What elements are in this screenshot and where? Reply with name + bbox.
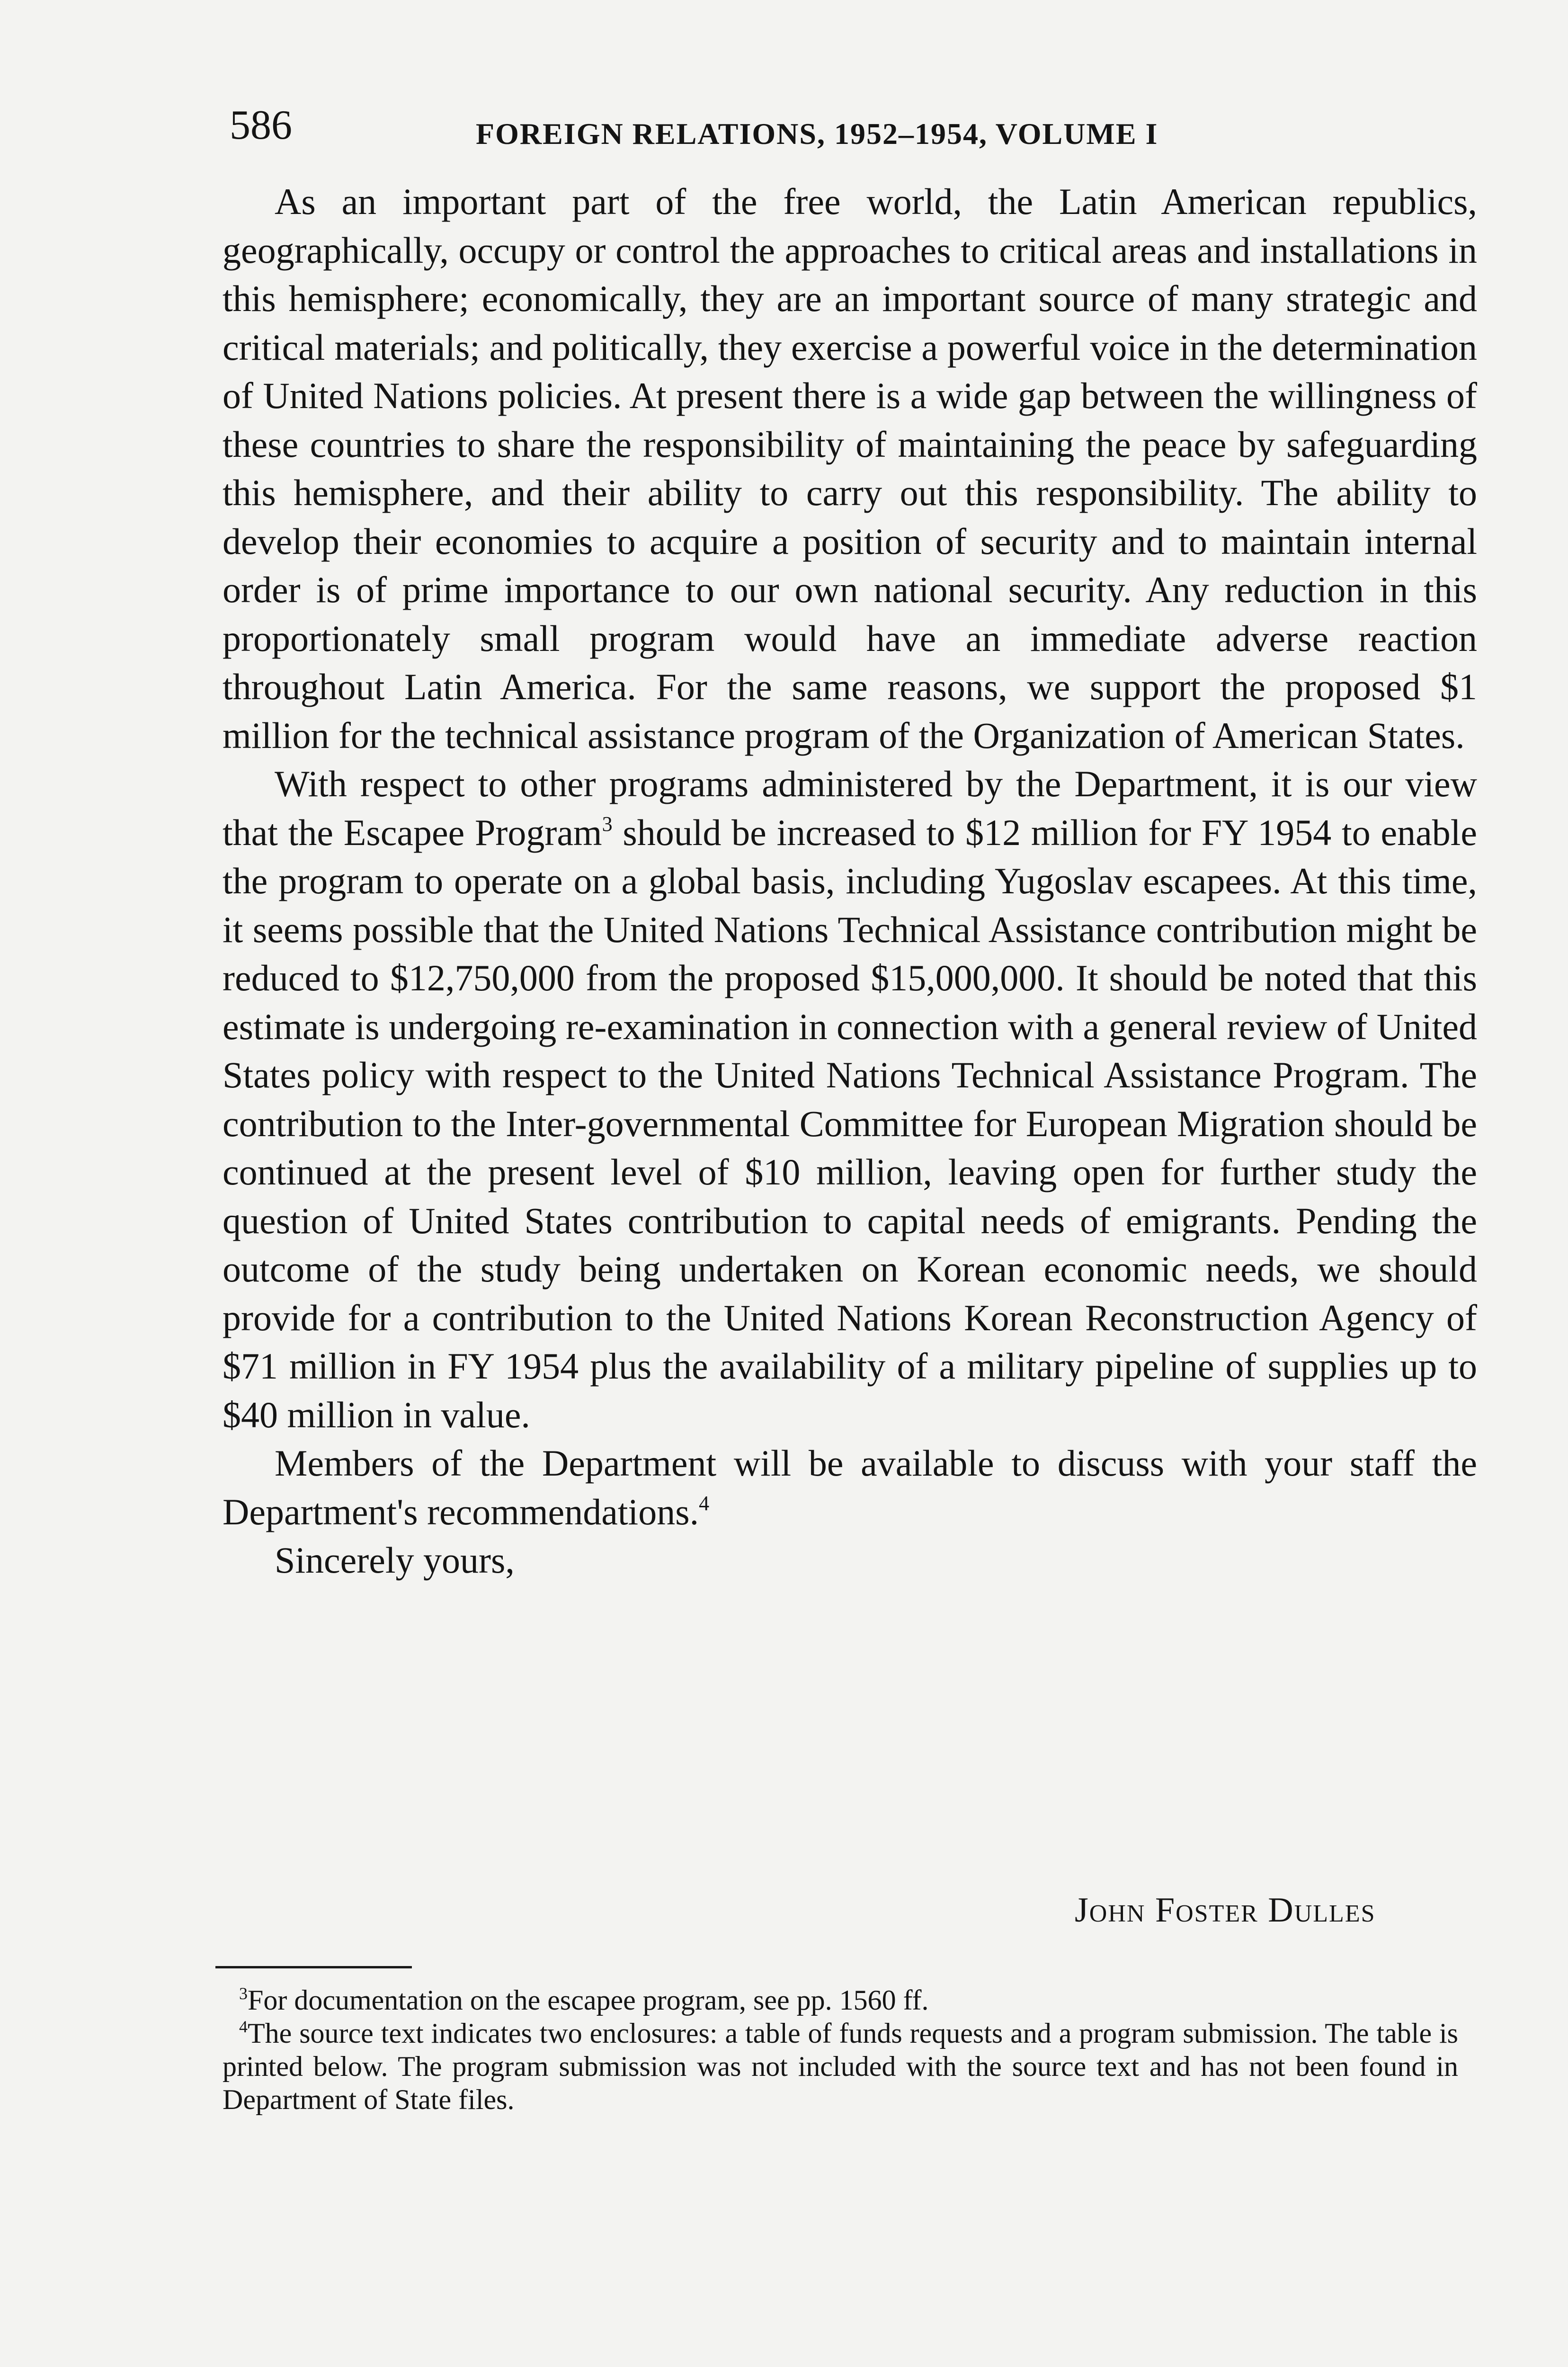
footnotes <box>223 1984 1458 2116</box>
signature: John Foster Dulles <box>1075 1891 1376 1930</box>
footnote-text: For documentation on the escapee program, see pp. 1560 ff. <box>248 1984 929 2016</box>
running-head: FOREIGN RELATIONS, 1952–1954, VOLUME I <box>476 117 1158 151</box>
paragraph-text: should be increased to $12 million for FY 1954 to enable the program to operate on a global basis, including Yugoslav escapees. At this time, it seems possible that the United Nations Technical Assistance contribution might be reduced to $12,750,000 from the proposed $15,000,000. It should be noted that this estimate is undergoing re-examination in connection with a general review of United States policy with respect to the United Nations Technical Assistance Program. The contribution to the Inter-governmental Committee for European Migration should be continued at the present level of $10 million, leaving open for further study the question of United States contribution to capital needs of emigrants. Pending the outcome of the study being undertaken on Korean economic needs, we should provide for a contribution to the United Nations Korean Reconstruction Agency of $71 million in FY 1954 plus the availability of a military pipeline of supplies up to $40 million in value. <box>223 811 1477 1435</box>
footnote-4 <box>223 2017 1458 2116</box>
paragraph-text: Members of the Department will be available to discuss with your staff the Department's recommendations. <box>223 1442 1477 1532</box>
footnote-ref-4: 4 <box>699 1491 710 1515</box>
closing-salutation: Sincerely yours, <box>275 1539 515 1581</box>
page-number: 586 <box>230 102 292 148</box>
paragraph-recommendations <box>223 1439 1477 1536</box>
footnote-marker: 4 <box>239 2017 248 2036</box>
footnote-marker: 3 <box>239 1984 248 2003</box>
paragraph-other-programs <box>223 760 1477 1439</box>
footnote-text: The source text indicates two enclosures: a table of funds requests and a program submission. The table is printed below. The program submission was not included with the source text and has not been found in Department of State files. <box>223 2018 1458 2115</box>
footnote-divider <box>215 1966 412 1968</box>
paragraph-text: With respect to other programs administered by the Department, it is our view that the Escapee Program <box>223 763 1477 853</box>
footnote-3 <box>223 1984 1458 2017</box>
footnote-ref-3: 3 <box>602 812 613 836</box>
page-header <box>230 99 1470 161</box>
paragraph-latin-america: As an important part of the free world, the Latin American republics, geographically, occupy or control the approaches to critical areas and installations in this hemisphere; economically, they are an important source of many strategic and critical materials; and politically, they exercise a powerful voice in the determination of United Nations policies. At present there is a wide gap between the willingness of these countries to share the responsibility of maintaining the peace by safeguarding this hemisphere, and their ability to carry out this responsibility. The ability to develop their economies to acquire a position of security and to maintain internal order is of prime importance to our own national security. Any reduction in this proportionately small program would have an immediate adverse reaction throughout Latin America. For the same reasons, we support the proposed $1 million for the technical assistance program of the Organization of American States. <box>223 181 1477 756</box>
letter-body <box>223 178 1477 1585</box>
